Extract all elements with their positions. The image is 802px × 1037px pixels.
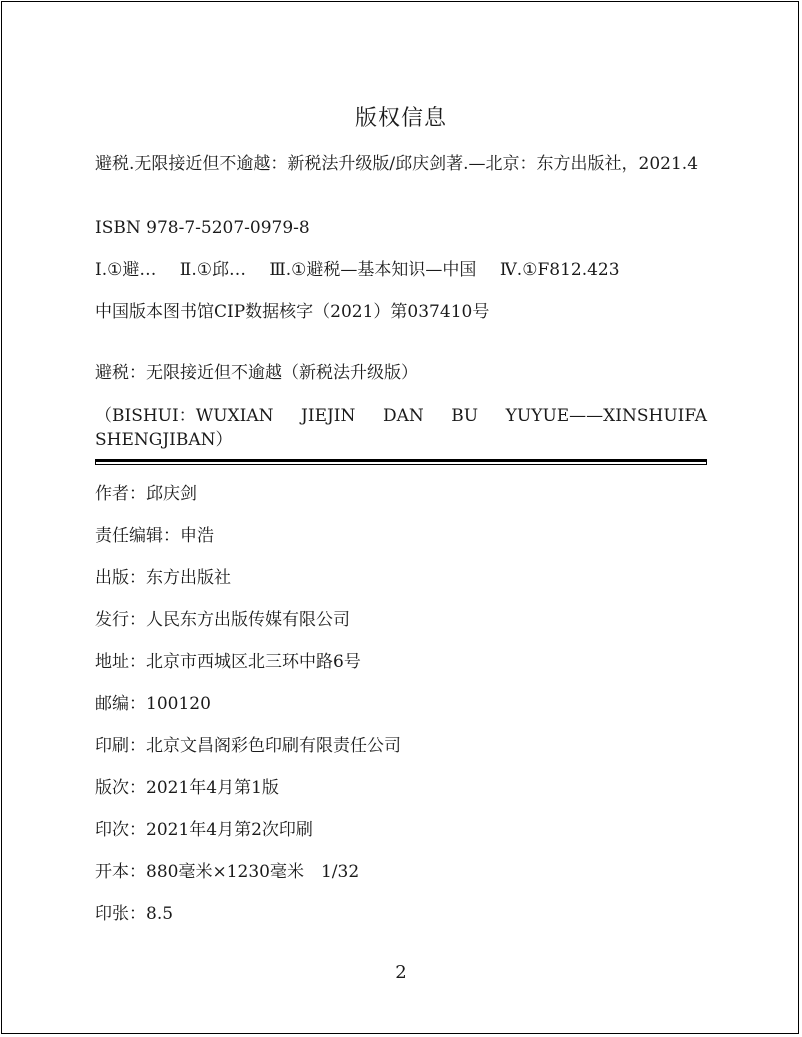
cip-number: 中国版本图书馆CIP数据核字（2021）第037410号 <box>95 302 490 322</box>
classification-iii: Ⅲ.①避税—基本知识—中国 <box>269 260 477 280</box>
author: 作者：邱庆剑 <box>95 484 197 504</box>
editor: 责任编辑：申浩 <box>95 526 214 546</box>
pinyin-title-line-1 <box>95 404 707 428</box>
classification-i: Ⅰ.①避… <box>95 260 157 280</box>
postcode: 邮编：100120 <box>95 694 211 714</box>
pinyin-title <box>95 404 707 452</box>
isbn: ISBN 978-7-5207-0979-8 <box>95 218 310 238</box>
edition: 版次：2021年4月第1版 <box>95 778 279 798</box>
address: 地址：北京市西城区北三环中路6号 <box>95 652 361 672</box>
printing: 印次：2021年4月第2次印刷 <box>95 820 313 840</box>
printer: 印刷：北京文昌阁彩色印刷有限责任公司 <box>95 736 401 756</box>
page-title: 版权信息 <box>354 106 447 131</box>
separator-rule-end <box>706 459 707 465</box>
pinyin-word: （BISHUI：WUXIAN <box>95 406 274 426</box>
separator-rule-thick <box>95 459 707 462</box>
format: 开本：880毫米×1230毫米 1/32 <box>95 862 360 882</box>
printed-sheets: 印张：8.5 <box>95 904 174 924</box>
distributor: 发行：人民东方出版传媒有限公司 <box>95 610 350 630</box>
separator-rule-thin <box>95 464 707 465</box>
page-number: 2 <box>395 962 407 983</box>
classification-iv: Ⅳ.①F812.423 <box>499 260 620 280</box>
pinyin-word: JIEJIN <box>301 406 356 426</box>
cip-citation: 避税.无限接近但不逾越：新税法升级版/邱庆剑著.—北京：东方出版社，2021.4 <box>95 154 699 174</box>
separator-rule-end <box>95 459 96 465</box>
publisher: 出版：东方出版社 <box>95 568 231 588</box>
classification-ii: Ⅱ.①邱… <box>179 260 246 280</box>
pinyin-word: YUYUE——XINSHUIFA <box>505 406 707 426</box>
pinyin-word: BU <box>451 406 479 426</box>
book-title: 避税：无限接近但不逾越（新税法升级版） <box>95 363 418 383</box>
pinyin-word: DAN <box>382 406 424 426</box>
pinyin-title-line-2: SHENGJIBAN） <box>95 430 233 450</box>
classification-line <box>95 259 620 281</box>
